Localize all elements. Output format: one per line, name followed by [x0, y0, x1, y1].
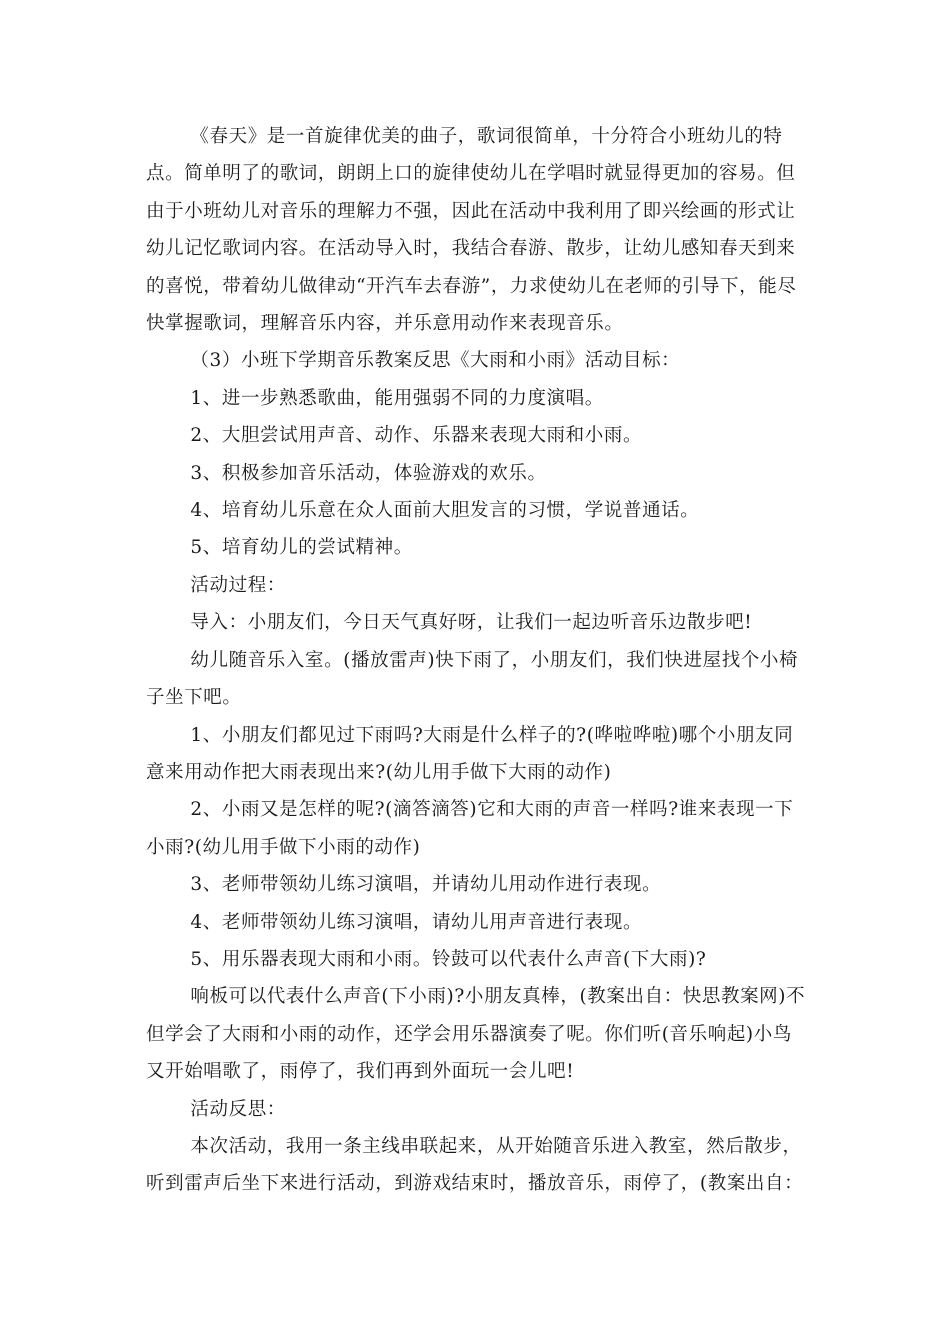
- paragraph-goal-3: 3、积极参加音乐活动，体验游戏的欢乐。: [190, 462, 547, 484]
- paragraph-goal-1: 1、进一步熟悉歌曲，能用强弱不同的力度演唱。: [190, 387, 604, 409]
- paragraph-enter-room: 幼儿随音乐入室。(播放雷声)快下雨了，小朋友们，我们快进屋找个小椅子坐下吧。: [146, 649, 799, 709]
- paragraph-step-1: 1、小朋友们都见过下雨吗?大雨是什么样子的?(哗啦哗啦)哪个小朋友同意来用动作把大雨表现出来?(幼儿用手做下大雨的动作): [146, 724, 794, 783]
- paragraph-spring-reflection: 《春天》是一首旋律优美的曲子，歌词很简单，十分符合小班幼儿的特点。简单明了的歌词，朗朗上口的旋律使幼儿在学唱时就显得更加的容易。但由于小班幼儿对音乐的理解力不强，因此在活动中我利用了即兴绘画的形式让幼儿记忆歌词内容。在活动导入时，我结合春游、散步，让幼儿感知春天到来的喜悦，带着幼儿做律动“开汽车去春游”，力求使幼儿在老师的引导下，能尽快掌握歌词，理解音乐内容，并乐意用动作来表现音乐。: [146, 126, 797, 335]
- paragraph-lesson-heading: （3）小班下学期音乐教案反思《大雨和小雨》活动目标：: [190, 350, 681, 372]
- paragraph-intro: 导入：小朋友们，今日天气真好呀，让我们一起边听音乐边散步吧!: [190, 612, 753, 634]
- paragraph-reflection-body: 本次活动，我用一条主线串联起来，从开始随音乐进入教室，然后散步，听到雷声后坐下来进行活动，到游戏结束时，播放音乐，雨停了，(教案出自：: [146, 1135, 804, 1195]
- paragraph-reflection-heading: 活动反思：: [190, 1098, 286, 1120]
- paragraph-step-4: 4、老师带领幼儿练习演唱，请幼儿用声音进行表现。: [190, 911, 643, 933]
- paragraph-goal-2: 2、大胆尝试用声音、动作、乐器来表现大雨和小雨。: [190, 425, 643, 447]
- paragraph-process-heading: 活动过程：: [190, 574, 286, 596]
- paragraph-step-5: 5、用乐器表现大雨和小雨。铃鼓可以代表什么声音(下大雨)?: [190, 948, 707, 970]
- paragraph-clapper: 响板可以代表什么声音(下小雨)?小朋友真棒，(教案出自：快思教案网)不但学会了大雨和小雨的动作，还学会用乐器演奏了呢。你们听(音乐响起)小鸟又开始唱歌了，雨停了，我们再到外面玩一会儿吧!: [146, 986, 806, 1083]
- document-body: [146, 118, 808, 1203]
- paragraph-goal-5: 5、培育幼儿的尝试精神。: [190, 537, 413, 559]
- paragraph-step-3: 3、老师带领幼儿练习演唱，并请幼儿用动作进行表现。: [190, 874, 662, 896]
- paragraph-step-2: 2、小雨又是怎样的呢?(滴答滴答)它和大雨的声音一样吗?谁来表现一下小雨?(幼儿用手做下小雨的动作): [146, 799, 794, 858]
- paragraph-goal-4: 4、培育幼儿乐意在众人面前大胆发言的习惯，学说普通话。: [190, 500, 700, 522]
